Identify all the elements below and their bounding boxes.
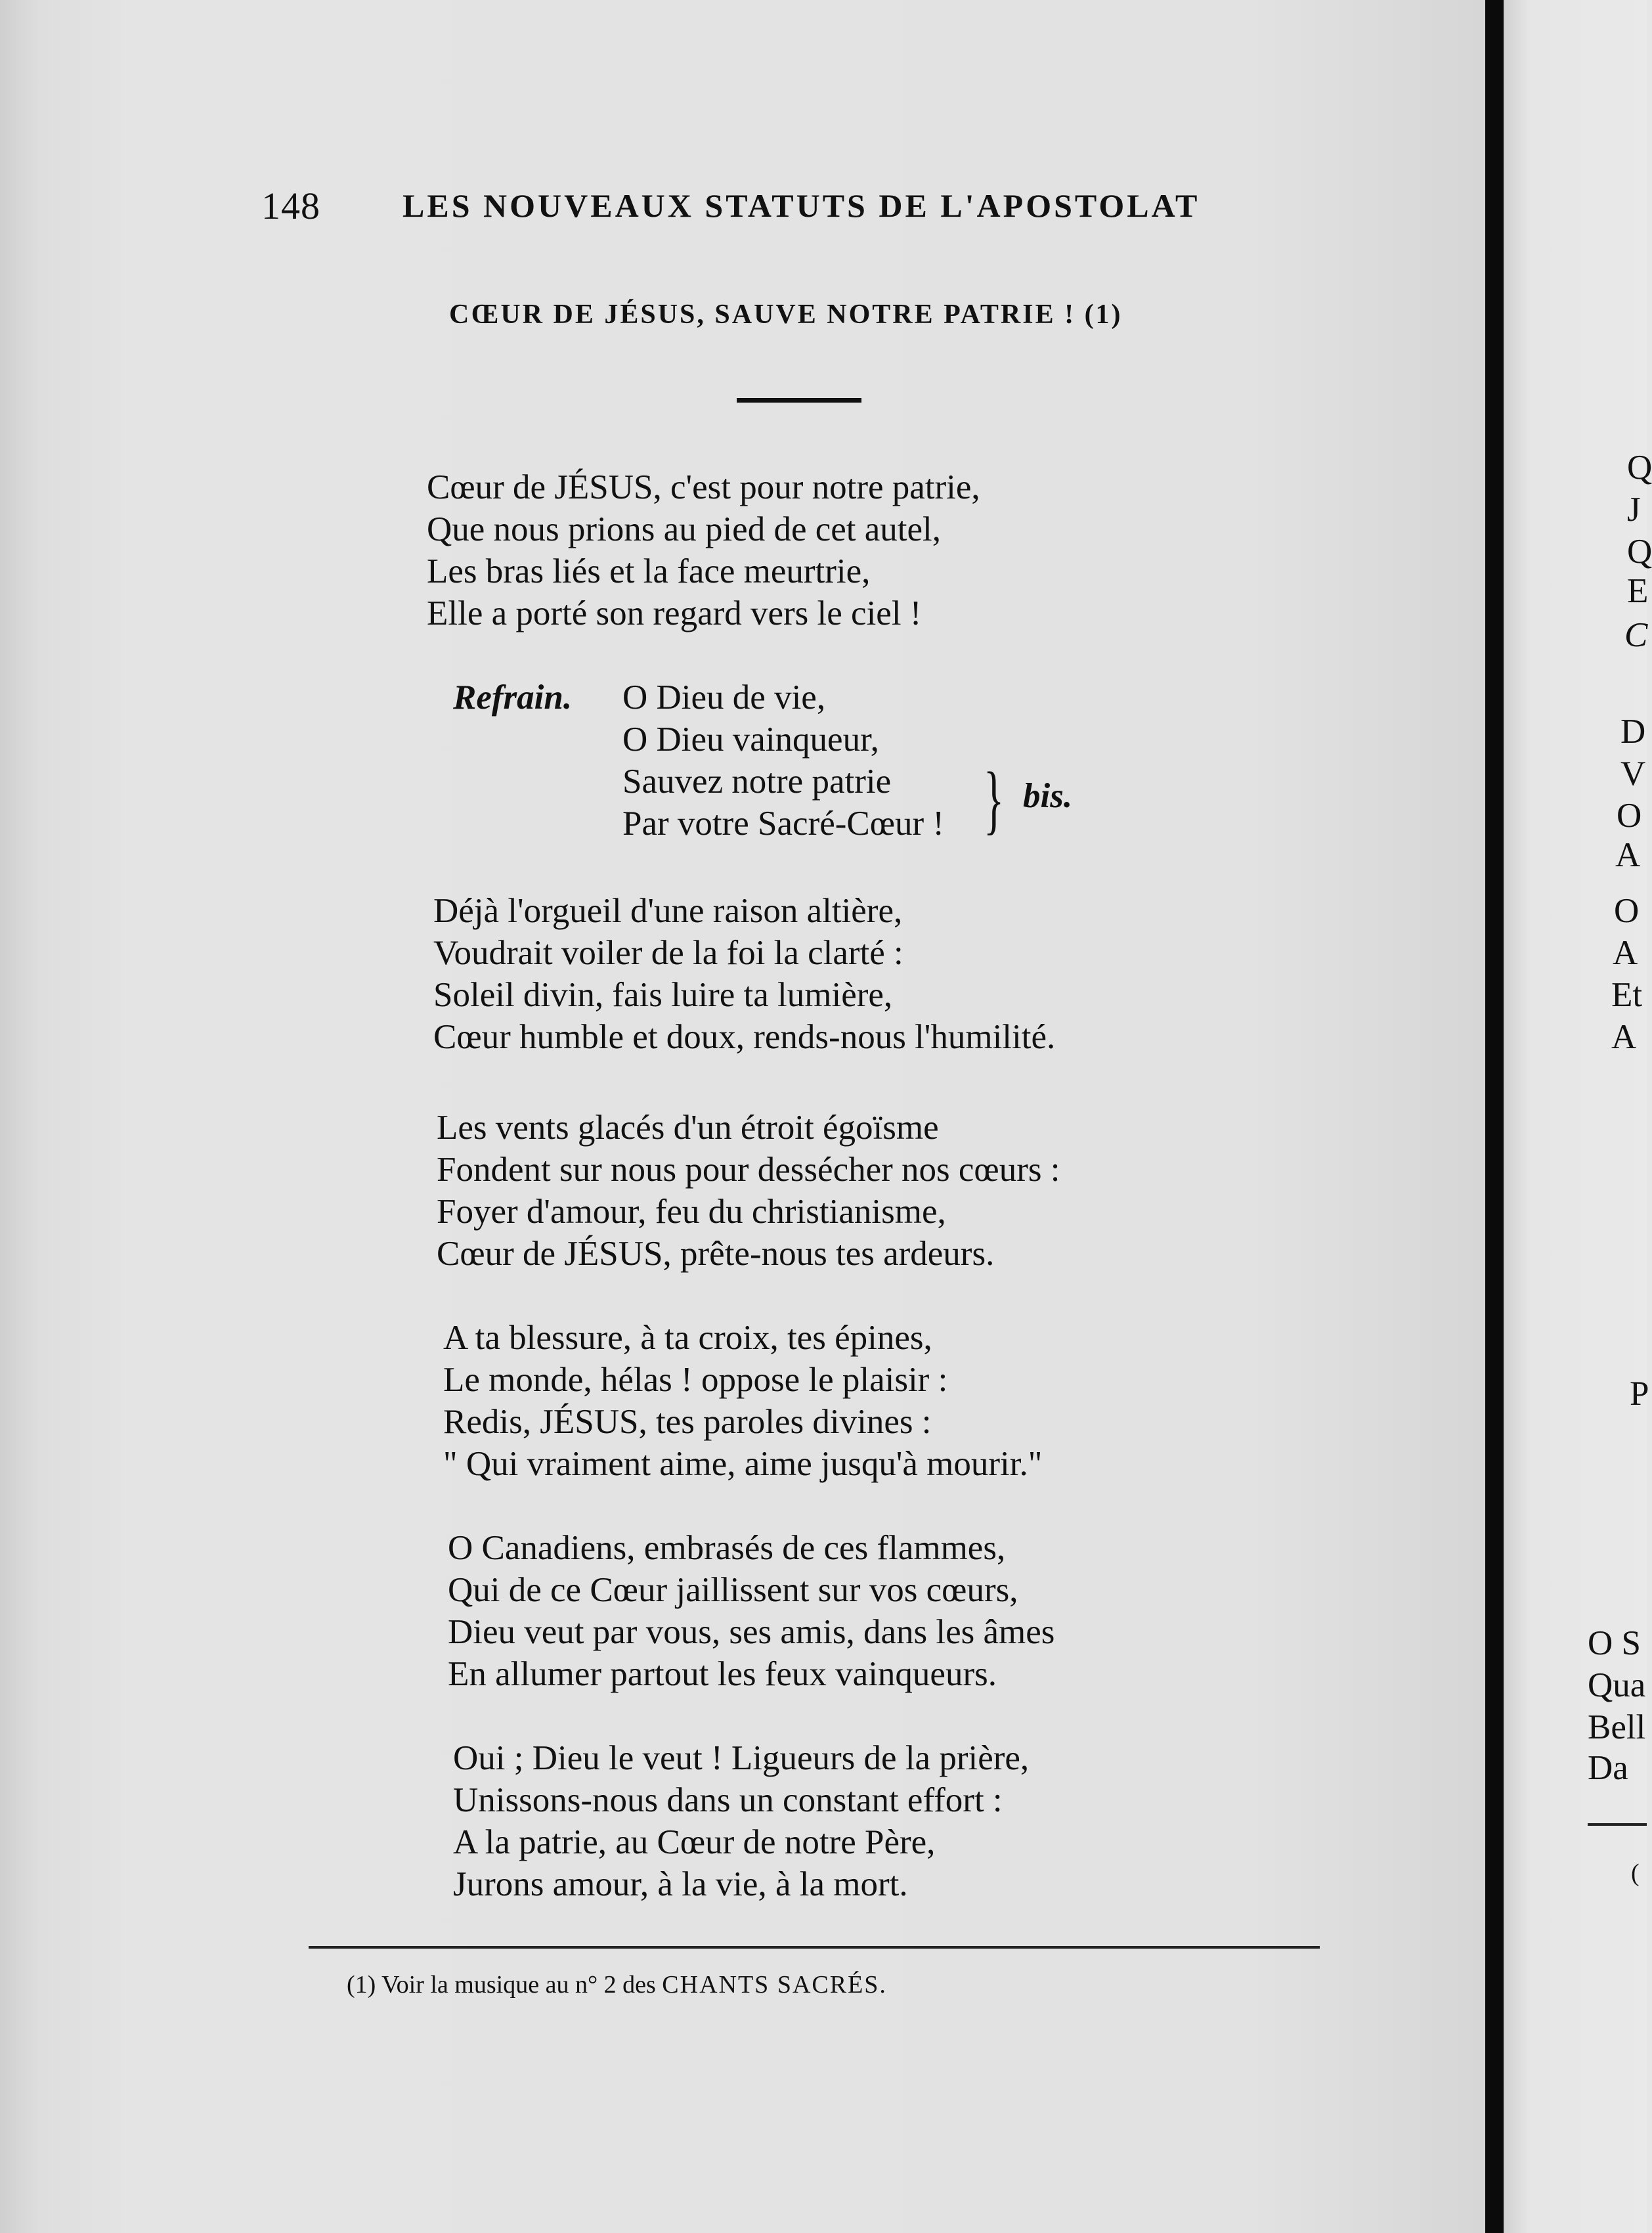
verse-line: Dieu veut par vous, ses amis, dans les âmes — [448, 1613, 1055, 1651]
verse-line: Soleil divin, fais luire ta lumière, — [433, 976, 893, 1014]
refrain-lines — [622, 676, 944, 845]
verse-line: O Canadiens, embrasés de ces flammes, — [448, 1529, 1006, 1567]
right-fragment: D — [1620, 713, 1646, 751]
verse-line: A la patrie, au Cœur de notre Père, — [453, 1823, 936, 1861]
footnote-divider — [309, 1946, 1320, 1949]
right-fragment: Bell — [1588, 1708, 1646, 1746]
refrain-line: O Dieu vainqueur, — [622, 720, 879, 759]
right-fragment: E — [1627, 572, 1649, 610]
song-title: CŒUR DE JÉSUS, SAUVE NOTRE PATRIE ! (1) — [449, 299, 1123, 330]
stanza-6 — [453, 1737, 1029, 1905]
refrain-block — [453, 676, 1110, 854]
verse-line: Redis, JÉSUS, tes paroles divines : — [443, 1403, 932, 1441]
verse-line: Que nous prions au pied de cet autel, — [427, 510, 941, 548]
repeat-marker: bis. — [1023, 777, 1073, 815]
verse-line: Cœur de JÉSUS, prête-nous tes ardeurs. — [437, 1235, 995, 1273]
refrain-line: Sauvez notre patrie — [622, 763, 892, 801]
stanza-1 — [427, 466, 980, 634]
right-fragment: A — [1611, 1018, 1637, 1056]
verse-line: Elle a porté son regard vers le ciel ! — [427, 594, 922, 632]
verse-line: Unissons-nous dans un constant effort : — [453, 1781, 1003, 1819]
right-fragment: Da — [1588, 1749, 1628, 1787]
right-fragment: ( — [1631, 1859, 1640, 1887]
right-fragment: C — [1624, 616, 1648, 654]
refrain-label: Refrain. — [453, 678, 573, 717]
right-fragment: A — [1615, 836, 1641, 874]
title-divider — [737, 398, 861, 403]
right-fragment: A — [1613, 934, 1638, 972]
footnote-text: (1) Voir la musique au n° 2 des — [347, 1971, 663, 1999]
running-header — [261, 177, 1200, 236]
right-fragment: O — [1617, 797, 1642, 835]
right-fragment: Et — [1611, 976, 1643, 1014]
header-title: LES NOUVEAUX STATUTS DE L'APOSTOLAT — [402, 187, 1200, 224]
right-fragment: O S — [1588, 1624, 1641, 1662]
stanza-5 — [448, 1527, 1054, 1695]
right-page — [1504, 0, 1647, 2233]
refrain-line: O Dieu de vie, — [622, 678, 826, 717]
brace-symbol: } — [984, 756, 1005, 842]
right-footnote-divider — [1588, 1823, 1647, 1826]
verse-line: Déjà l'orgueil d'une raison altière, — [433, 892, 903, 930]
verse-line: Foyer d'amour, feu du christianisme, — [437, 1193, 946, 1231]
right-fragment: P — [1630, 1375, 1649, 1413]
verse-line: Jurons amour, à la vie, à la mort. — [453, 1865, 908, 1903]
right-fragment: Q — [1627, 533, 1652, 571]
verse-line: A ta blessure, à ta croix, tes épines, — [443, 1319, 932, 1357]
verse-line: Les vents glacés d'un étroit égoïsme — [437, 1109, 939, 1147]
footnote — [347, 1970, 887, 1999]
verse-line: Oui ; Dieu le veut ! Ligueurs de la prière, — [453, 1739, 1030, 1777]
stanza-3 — [437, 1107, 1060, 1275]
book-gutter — [1485, 0, 1504, 2233]
verse-line: " Qui vraiment aime, aime jusqu'à mourir." — [443, 1445, 1043, 1483]
verse-line: Les bras liés et la face meurtrie, — [427, 552, 871, 590]
right-fragment: Qua — [1588, 1666, 1646, 1704]
right-fragment: Q — [1627, 449, 1652, 487]
footnote-source: CHANTS SACRÉS. — [662, 1971, 887, 1999]
verse-line: En allumer partout les feux vainqueurs. — [448, 1655, 997, 1693]
stanza-2 — [433, 890, 1055, 1058]
right-fragment: J — [1627, 491, 1641, 529]
verse-line: Cœur humble et doux, rends-nous l'humilité. — [433, 1018, 1056, 1056]
verse-line: Le monde, hélas ! oppose le plaisir : — [443, 1361, 948, 1399]
page-number: 148 — [261, 185, 320, 227]
verse-line: Qui de ce Cœur jaillissent sur vos cœurs, — [448, 1571, 1018, 1609]
verse-line: Voudrait voiler de la foi la clarté : — [433, 934, 903, 972]
stanza-4 — [443, 1317, 1042, 1485]
right-fragment: O — [1614, 892, 1640, 930]
verse-line: Fondent sur nous pour dessécher nos cœurs : — [437, 1151, 1060, 1189]
verse-line: Cœur de JÉSUS, c'est pour notre patrie, — [427, 468, 980, 506]
right-fragment: V — [1620, 755, 1646, 793]
refrain-line: Par votre Sacré-Cœur ! — [622, 805, 945, 843]
